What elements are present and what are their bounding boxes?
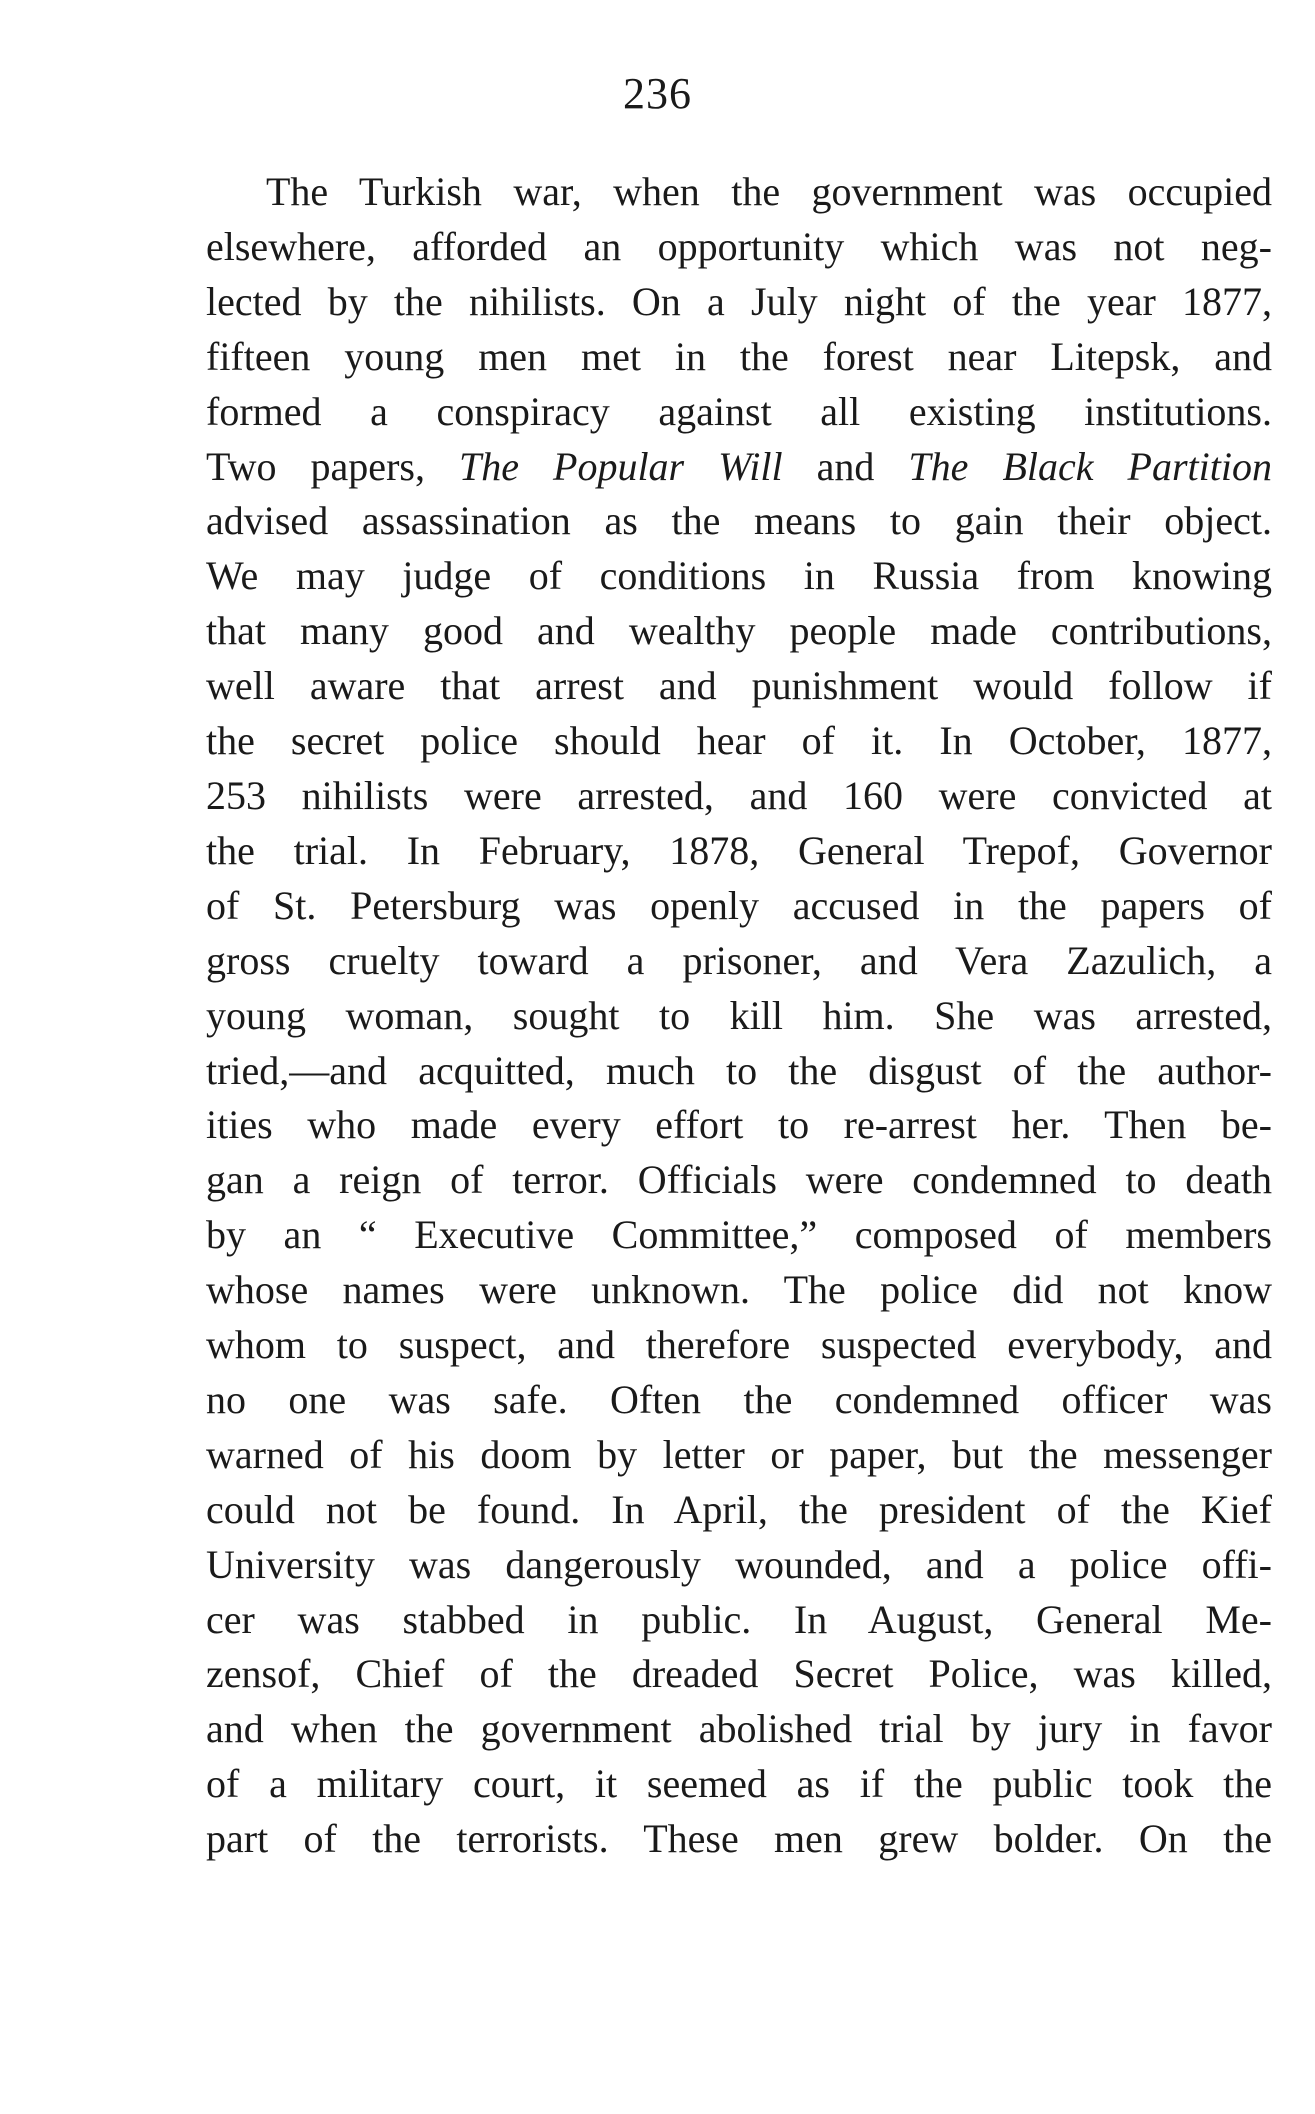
text-line: 253 nihilists were arrested, and 160 were convicted at bbox=[206, 772, 1272, 818]
text-line: no one was safe. Often the condemned officer was bbox=[206, 1376, 1272, 1422]
text-line: the trial. In February, 1878, General Trepof, Governor bbox=[206, 827, 1272, 873]
text-segment: and bbox=[782, 443, 909, 489]
text-line: part of the terrorists. These men grew bolder. On the bbox=[206, 1816, 1272, 1862]
text-line: whose names were unknown. The police did not know bbox=[206, 1267, 1272, 1313]
text-line: by an “ Executive Committee,” composed of members bbox=[206, 1212, 1272, 1258]
text-line: advised assassination as the means to gain their object. bbox=[206, 498, 1272, 544]
paper-title-black-partition: The Black Partition bbox=[908, 443, 1272, 489]
text-line: whom to suspect, and therefore suspected everybody, and bbox=[206, 1322, 1272, 1368]
text-line: gross cruelty toward a prisoner, and Vera Zazulich, a bbox=[206, 937, 1272, 983]
text-line: ities who made every effort to re-arrest her. Then be- bbox=[206, 1102, 1272, 1148]
text-line: formed a conspiracy against all existing institutions. bbox=[206, 388, 1272, 434]
text-segment: Two papers, bbox=[206, 443, 459, 489]
text-line-with-titles bbox=[206, 440, 1272, 495]
text-line: could not be found. In April, the president of the Kief bbox=[206, 1486, 1272, 1532]
body-paragraph bbox=[206, 165, 1272, 1867]
text-line: We may judge of conditions in Russia from knowing bbox=[206, 553, 1272, 599]
text-line: young woman, sought to kill him. She was arrested, bbox=[206, 992, 1272, 1038]
text-line: gan a reign of terror. Officials were condemned to death bbox=[206, 1157, 1272, 1203]
page-number: 236 bbox=[623, 69, 692, 118]
text-line: cer was stabbed in public. In August, General Me- bbox=[206, 1596, 1272, 1642]
paper-title-popular-will: The Popular Will bbox=[458, 443, 783, 489]
text-line: and when the government abolished trial by jury in favor bbox=[206, 1706, 1272, 1752]
text-line: warned of his doom by letter or paper, but the messenger bbox=[206, 1431, 1272, 1477]
text-line: lected by the nihilists. On a July night of the year 1877, bbox=[206, 278, 1272, 324]
text-line: fifteen young men met in the forest near Litepsk, and bbox=[206, 333, 1272, 379]
text-line: well aware that arrest and punishment would follow if bbox=[206, 663, 1272, 709]
text-line: of St. Petersburg was openly accused in the papers of bbox=[206, 882, 1272, 928]
text-line: of a military court, it seemed as if the public took the bbox=[206, 1761, 1272, 1807]
text-line: the secret police should hear of it. In October, 1877, bbox=[206, 718, 1272, 764]
text-line: University was dangerously wounded, and a police offi- bbox=[206, 1541, 1272, 1587]
text-line: elsewhere, afforded an opportunity which was not neg- bbox=[206, 223, 1272, 269]
text-line: The Turkish war, when the government was occupied bbox=[266, 169, 1272, 214]
text-line: that many good and wealthy people made contributions, bbox=[206, 608, 1272, 654]
text-line: tried,—and acquitted, much to the disgust of the author- bbox=[206, 1047, 1272, 1093]
text-line: zensof, Chief of the dreaded Secret Police, was killed, bbox=[206, 1651, 1272, 1697]
